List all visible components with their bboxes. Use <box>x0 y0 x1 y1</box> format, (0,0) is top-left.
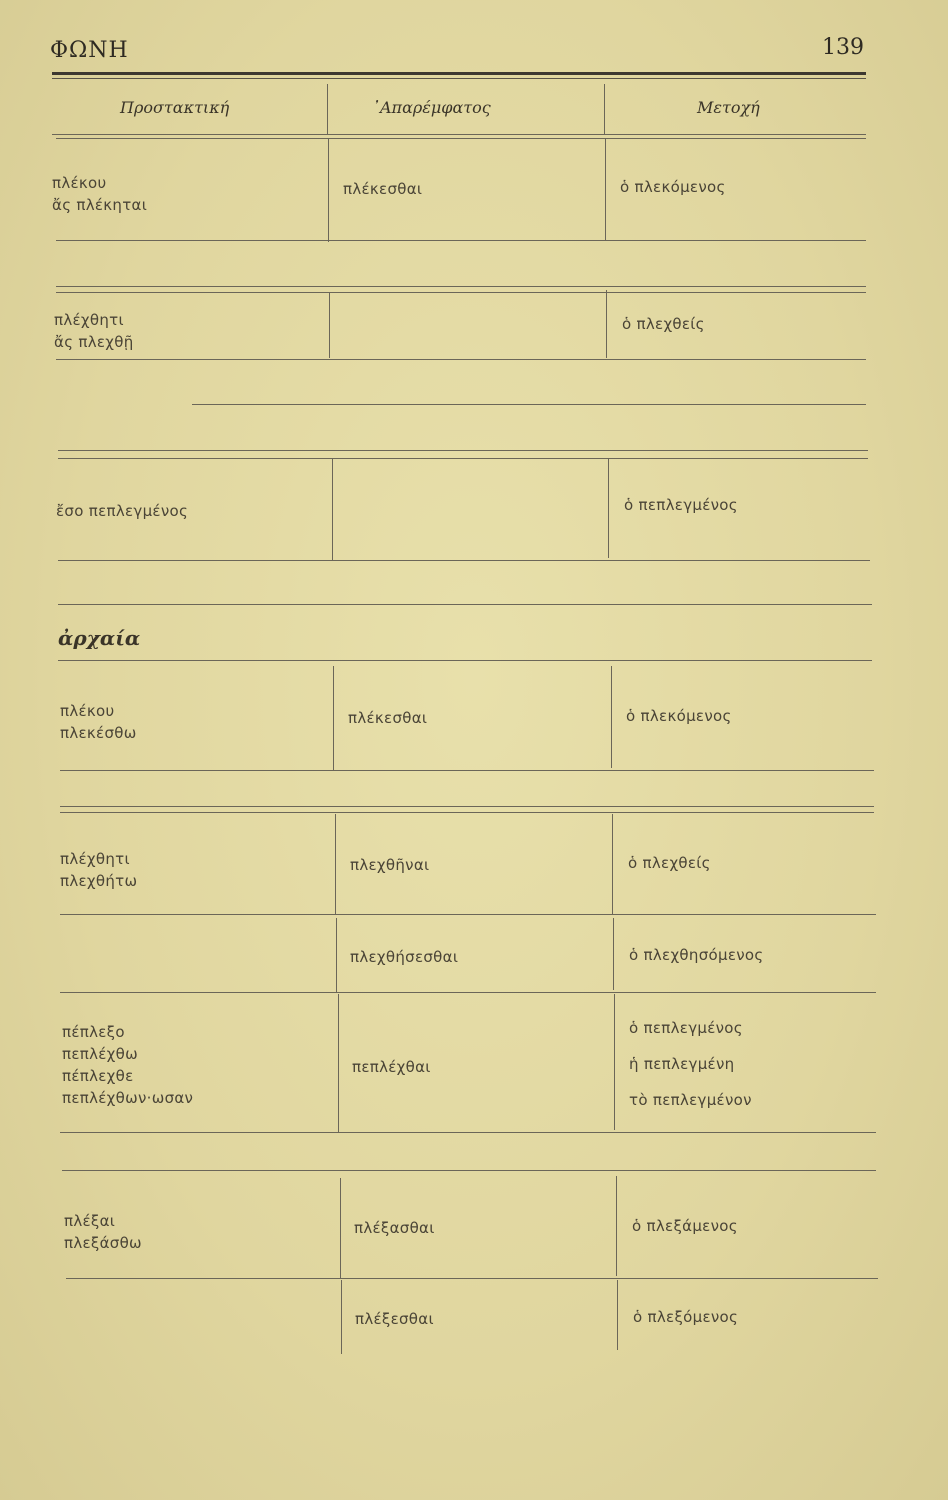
form-text: πλεκέσθω <box>60 724 137 742</box>
column-divider <box>606 290 607 358</box>
table-rule <box>58 450 868 451</box>
column-divider <box>608 458 609 558</box>
cell-infinitive: πλεχθήσεσθαι <box>350 948 459 966</box>
table-rule <box>56 359 866 360</box>
column-divider <box>613 918 614 990</box>
header-rule <box>52 72 866 75</box>
cell-infinitive: πλέκεσθαι <box>348 709 428 727</box>
table-rule <box>66 1278 878 1279</box>
page-number: 139 <box>822 35 864 60</box>
table-rule <box>192 404 866 405</box>
column-divider <box>617 1280 618 1350</box>
column-divider <box>333 666 334 770</box>
column-divider <box>338 994 339 1132</box>
form-text: πέπλεξο <box>62 1023 125 1041</box>
cell-participle: ὁ πλεκόμενος <box>620 178 726 196</box>
form-text: ὁ πεπλεγμένος <box>629 1019 743 1037</box>
cell-participle: ὁ πλεξόμενος <box>633 1308 739 1326</box>
table-rule <box>56 138 866 139</box>
table-rule <box>62 1170 876 1171</box>
table-rule <box>60 1132 876 1133</box>
cell-imperative <box>52 172 147 216</box>
table-rule <box>60 770 874 771</box>
column-header-participle: Μετοχή <box>697 98 760 117</box>
cell-imperative <box>64 1210 142 1254</box>
cell-participle: ὁ πλεκόμενος <box>626 707 732 725</box>
cell-participle: ὁ πλεχθείς <box>622 315 705 333</box>
cell-participle: ὁ πλεχθείς <box>628 854 711 872</box>
cell-imperative <box>60 700 137 744</box>
column-header-infinitive: ᾿Απαρέμφατος <box>372 98 491 117</box>
column-divider <box>329 292 330 358</box>
cell-imperative <box>60 848 137 892</box>
cell-participle: ὁ πλεξάμενος <box>632 1217 738 1235</box>
column-divider <box>328 138 329 242</box>
table-rule <box>52 134 866 135</box>
table-rule <box>56 240 866 241</box>
header-rule-thin <box>52 78 866 79</box>
column-divider <box>336 918 337 992</box>
column-divider <box>611 666 612 768</box>
cell-infinitive: πλέκεσθαι <box>343 180 423 198</box>
cell-participle: ὁ πεπλεγμένος <box>624 496 738 514</box>
cell-participle <box>629 1010 752 1118</box>
column-divider <box>614 994 615 1130</box>
column-divider <box>327 84 328 134</box>
table-rule <box>60 812 874 813</box>
column-divider <box>604 84 605 134</box>
form-text: πλεξάσθω <box>64 1234 142 1252</box>
cell-infinitive: πλέξασθαι <box>354 1219 435 1237</box>
form-text: πεπλέχθω <box>62 1045 138 1063</box>
table-rule <box>58 660 872 661</box>
form-text: τὸ πεπλεγμένον <box>629 1091 752 1109</box>
table-rule <box>56 286 866 287</box>
form-text: πεπλέχθων·ωσαν <box>62 1089 194 1107</box>
page-title: ΦΩΝΗ <box>50 38 129 63</box>
cell-infinitive: πλεχθῆναι <box>350 856 430 874</box>
section-title-ancient: ἀρχαία <box>58 626 141 650</box>
table-rule <box>56 292 866 293</box>
form-text: πλεχθήτω <box>60 872 138 890</box>
column-header-imperative: Προστακτική <box>120 98 230 117</box>
column-divider <box>332 458 333 560</box>
form-text: ἡ πεπλεγμένη <box>629 1055 735 1073</box>
cell-imperative <box>54 309 134 353</box>
form-text: πλέξαι <box>64 1212 116 1230</box>
cell-imperative <box>62 1021 193 1109</box>
table-rule <box>58 458 868 459</box>
column-divider <box>605 138 606 240</box>
form-text: ἄς πλέκηται <box>52 196 148 214</box>
form-text: πέπλεχθε <box>62 1067 134 1085</box>
table-rule <box>58 560 870 561</box>
table-rule <box>60 914 876 915</box>
table-rule <box>60 992 876 993</box>
form-text: πλέκου <box>60 702 115 720</box>
form-text: πλέχθητι <box>60 850 130 868</box>
column-divider <box>341 1280 342 1354</box>
cell-infinitive: πεπλέχθαι <box>352 1058 431 1076</box>
cell-imperative: ἔσο πεπλεγμένος <box>56 502 189 520</box>
form-text: ἄς πλεχθῇ <box>54 333 134 351</box>
cell-infinitive: πλέξεσθαι <box>355 1310 434 1328</box>
form-text: πλέχθητι <box>54 311 124 329</box>
form-text: πλέκου <box>52 174 107 192</box>
column-divider <box>616 1176 617 1276</box>
column-divider <box>335 814 336 914</box>
table-rule <box>60 806 874 807</box>
column-divider <box>340 1178 341 1278</box>
column-divider <box>612 814 613 914</box>
cell-participle: ὁ πλεχθησόμενος <box>629 946 764 964</box>
table-rule <box>58 604 872 605</box>
